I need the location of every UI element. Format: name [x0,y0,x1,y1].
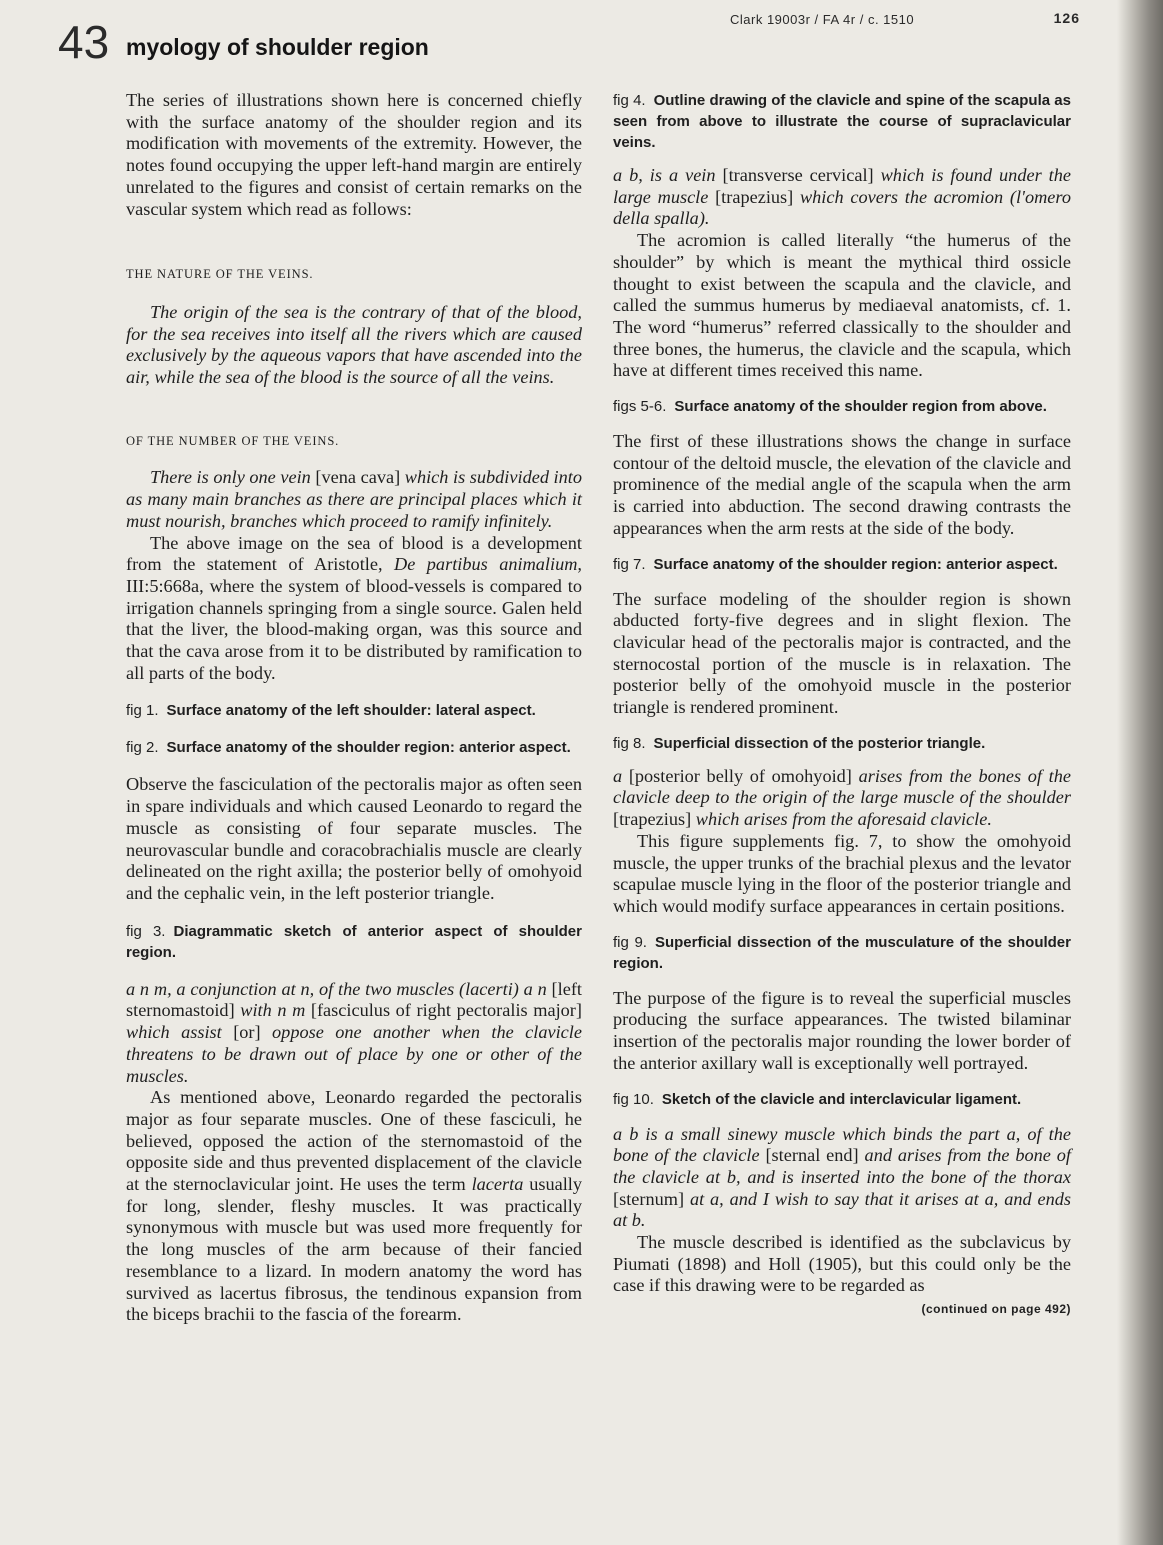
continuation-note: (continued on page 492) [921,1302,1071,1317]
body-paragraph: The acromion is called literally “the humerus of the shoulder” by which is meant the mythical third ossicle thought to exist between the scapula and the clavicle, and called the summus humerus by mediaeval anatomists, cf. 1. The word “humerus” referred classically to the shoulder and three bones, the humerus, the clavicle and the scapula, which have at different times received this name. [613,230,1071,381]
figure-caption: fig 1. Surface anatomy of the left shoulder: lateral aspect. [126,702,536,720]
page-gutter-shadow [1117,0,1163,1545]
running-head [730,10,1080,30]
quote-paragraph: a b is a small sinewy muscle which binds the part a, of the bone of the clavicle [sternal end] and arises from the bone of the clavicle at b, and is inserted into the bone of the thorax [sternum] at a, and I wish to say that it arises at a, and ends at b. [613,1123,1071,1231]
quote-paragraph: a [posterior belly of omohyoid] arises from the bones of the clavicle deep to the origin of the large muscle of the shoulder [trapezius] which arises from the aforesaid clavicle. [613,765,1071,830]
quote-paragraph: a n m, a conjunction at n, of the two muscles (lacerti) a n [left sternomastoid] with n m [fasciculus of right pectoralis major] which assist [or] oppose one another when the clavicle threatens to be drawn out of place by one or other of the muscles. [126,978,582,1086]
figure-caption: fig 7. Surface anatomy of the shoulder region: anterior aspect. [613,555,1058,573]
body-paragraph: Observe the fasciculation of the pectoralis major as often seen in spare individuals and which caused Leonardo to regard the muscle as consisting of four separate muscles. The neurovascular bundle and coracobrachialis muscle are clearly delineated on the right axilla; the posterior belly of omohyoid and the cephalic vein, in the left posterior triangle. [126,774,582,903]
source-reference: Clark 19003r / FA 4r / c. 1510 [730,12,915,27]
section-heading: OF THE NUMBER OF THE VEINS. [126,433,340,448]
quote-paragraph: The origin of the sea is the contrary of that of the blood, for the sea receives into itself all the rivers which are caused exclusively by the aqueous vapors that have ascended into the air, while the sea of the blood is the source of all the veins. [126,301,582,388]
quote-paragraph: There is only one vein [vena cava] which is subdivided into as many main branches as there are principal places which it must nourish, branches which proceed to ramify infinitely. [126,467,582,531]
figure-caption: fig 9. Superficial dissection of the musculature of the shoulder region. [613,933,1071,972]
figure-caption: fig 2. Surface anatomy of the shoulder region: anterior aspect. [126,739,571,757]
body-paragraph: The above image on the sea of blood is a development from the statement of Aristotle, De partibus animalium, III:5:668a, where the system of blood-vessels is compared to irrigation channels springing from a single source. Galen held that the liver, the blood-making organ, was this source and that the cava arose from it to be distributed by ramification to all parts of the body. [126,532,582,683]
left-column [126,90,582,1326]
section-heading: THE NATURE OF THE VEINS. [126,267,314,282]
figure-caption: fig 8. Superficial dissection of the posterior triangle. [613,734,986,752]
plate-number: 43 [58,16,110,68]
intro-paragraph: The series of illustrations shown here is concerned chiefly with the surface anatomy of the shoulder region and its modification with movements of the extremity. However, the notes found occupying the upper left-hand margin are entirely unrelated to the figures and consist of certain remarks on the vascular system which read as follows: [126,90,582,219]
figure-caption: fig 3. Diagrammatic sketch of anterior aspect of shoulder region. [126,922,582,961]
body-paragraph: The surface modeling of the shoulder region is shown abducted forty-five degrees and in slight flexion. The clavicular head of the pectoralis major is contracted, and the sternocostal portion of the muscle is in relaxation. The posterior belly of the omohyoid muscle in the posterior triangle is rendered prominent. [613,588,1071,718]
figure-caption: fig 4. Outline drawing of the clavicle and spine of the scapula as seen from above to illustrate the course of supraclavicular veins. [613,92,1071,151]
body-paragraph: As mentioned above, Leonardo regarded the pectoralis major as four separate muscles. One of these fasciculi, he believed, opposed the action of the sternomastoid of the opposite side and thus prevented displacement of the clavicle at the sternoclavicular joint. He uses the term lacerta usually for long, slender, fleshy muscles. It was practically synonymous with muscle but was used more frequently for the long muscles of the arm because of their fancied resemblance to a lizard. In modern anatomy the word has survived as lacertus fibrosus, the tendinous expansion from the biceps brachii to the fascia of the forearm. [126,1087,582,1325]
right-column [613,90,1071,1321]
page-number: 126 [1053,10,1080,26]
body-paragraph: This figure supplements fig. 7, to show the omohyoid muscle, the upper trunks of the brachial plexus and the levator scapulae muscle lying in the floor of the posterior triangle and which would modify surface appearances in certain positions. [613,830,1071,916]
quote-paragraph: a b, is a vein [transverse cervical] which is found under the large muscle [trapezius] which covers the acromion (l'omero della spalla). [613,165,1071,229]
page-title: myology of shoulder region [126,34,429,60]
body-paragraph: The muscle described is identified as the subclavicus by Piumati (1898) and Holl (1905), but this could only be the case if this drawing were to be regarded as [613,1232,1071,1296]
figure-caption: figs 5-6. Surface anatomy of the shoulder region from above. [613,398,1047,416]
figure-caption: fig 10. Sketch of the clavicle and interclavicular ligament. [613,1090,1022,1108]
body-paragraph: The first of these illustrations shows the change in surface contour of the deltoid muscle, the elevation of the clavicle and prominence of the medial angle of the scapula when the arm is carried into abduction. The second drawing contrasts the appearances when the arm rests at the side of the body. [613,431,1071,538]
body-paragraph: The purpose of the figure is to reveal the superficial muscles producing the surface appearances. The twisted bilaminar insertion of the pectoralis major rounding the lower border of the anterior axillary wall is exceptionally well portrayed. [613,987,1071,1073]
